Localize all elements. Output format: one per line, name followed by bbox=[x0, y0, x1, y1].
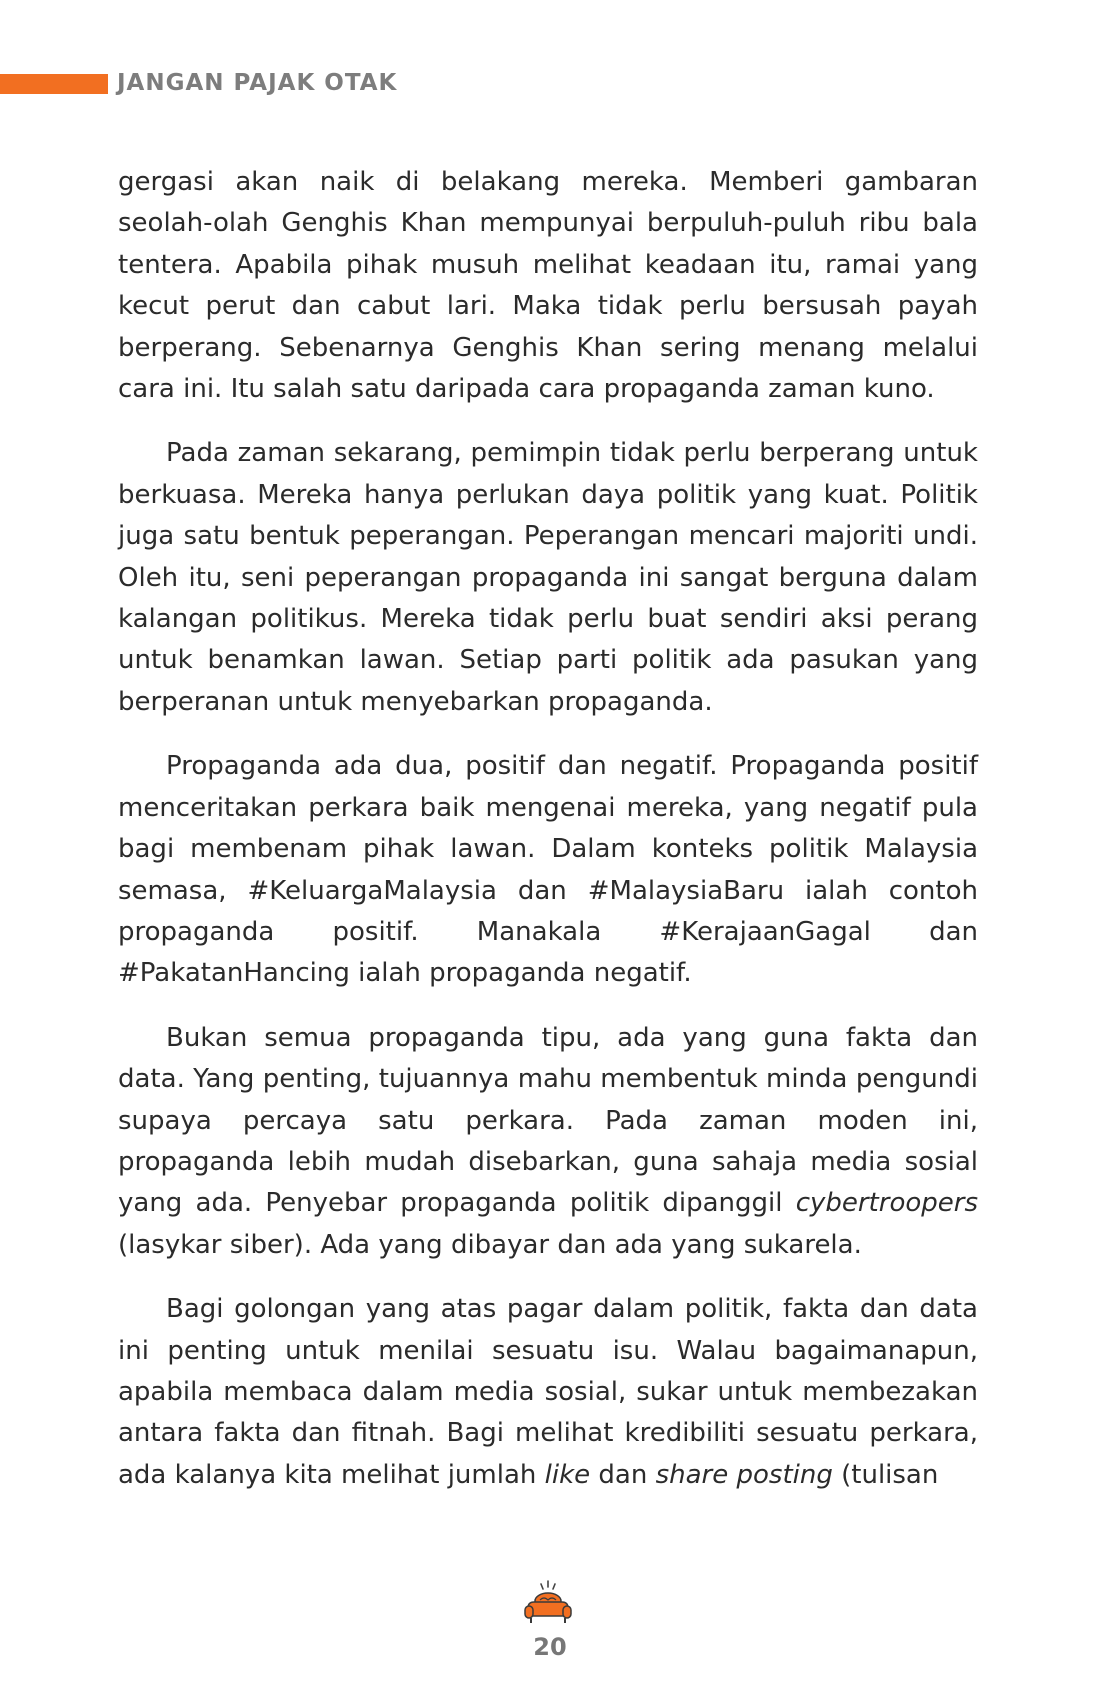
page-number: 20 bbox=[533, 1633, 567, 1661]
paragraph-2: Pada zaman sekarang, pemimpin tidak perlu berperang untuk berkuasa. Mereka hanya perlukan daya politik yang kuat. Politik juga satu bentuk peperangan. Peperangan mencari majoriti undi. Oleh itu, seni peperangan propaganda ini sangat berguna dalam kalangan politikus. Mereka tidak perlu buat sendiri aksi perang untuk benamkan lawan. Setiap parti politik ada pasukan yang berperanan untuk menyebarkan propaganda. bbox=[118, 438, 978, 717]
italic-term-like: like bbox=[544, 1459, 591, 1490]
paragraph-3: Propaganda ada dua, positif dan negatif. Propaganda positif menceritakan perkara baik mengenai mereka, yang negatif pula bagi membenam pihak lawan. Dalam konteks politik Malaysia semasa, #KeluargaMalaysia dan #MalaysiaBaru ialah contoh propaganda positif. Manakala #KerajaanGagal dan #PakatanHancing ialah propaganda negatif. bbox=[118, 751, 978, 989]
paragraph-5-text-b: dan bbox=[590, 1459, 656, 1490]
paragraph-5-text-a: Bagi golongan yang atas pagar dalam politik, fakta dan data ini penting untuk menilai sesuatu isu. Walau bagaimanapun, apabila membaca dalam media sosial, sukar untuk membezakan antara fakta dan fitnah. Bagi melihat kredibiliti sesuatu perkara, ada kalanya kita melihat jumlah bbox=[118, 1294, 978, 1490]
paragraph-4 bbox=[118, 1018, 978, 1266]
paragraph-4-text-a: Bukan semua propaganda tipu, ada yang guna fakta dan data. Yang penting, tujuannya mahu membentuk minda pengundi supaya percaya satu perkara. Pada zaman moden ini, propaganda lebih mudah disebarkan, guna sahaja media sosial yang ada. Penyebar propaganda politik dipanggil bbox=[118, 1022, 978, 1219]
paragraph-1: gergasi akan naik di belakang mereka. Memberi gambaran seolah-olah Genghis Khan mempunyai berpuluh-puluh ribu bala tentera. Apabila pihak musuh melihat keadaan itu, ramai yang kecut perut dan cabut lari. Maka tidak perlu bersusah payah berperang. Sebenarnya Genghis Khan sering menang melalui cara ini. Itu salah satu daripada cara propaganda zaman kuno. bbox=[118, 167, 978, 405]
header-accent-bar bbox=[0, 74, 108, 94]
running-head: JANGAN PAJAK OTAK bbox=[117, 70, 398, 96]
paragraph-5 bbox=[118, 1289, 978, 1496]
italic-term-share-posting: share posting bbox=[655, 1459, 833, 1490]
paragraph-5-text-c: (tulisan bbox=[832, 1459, 939, 1490]
paragraph-4-text-b: (lasykar siber). Ada yang dibayar dan ada yang sukarela. bbox=[118, 1229, 862, 1260]
body-text bbox=[118, 162, 978, 1496]
sofa-brain-icon bbox=[521, 1578, 575, 1626]
italic-term-cybertroopers: cybertroopers bbox=[795, 1188, 978, 1219]
